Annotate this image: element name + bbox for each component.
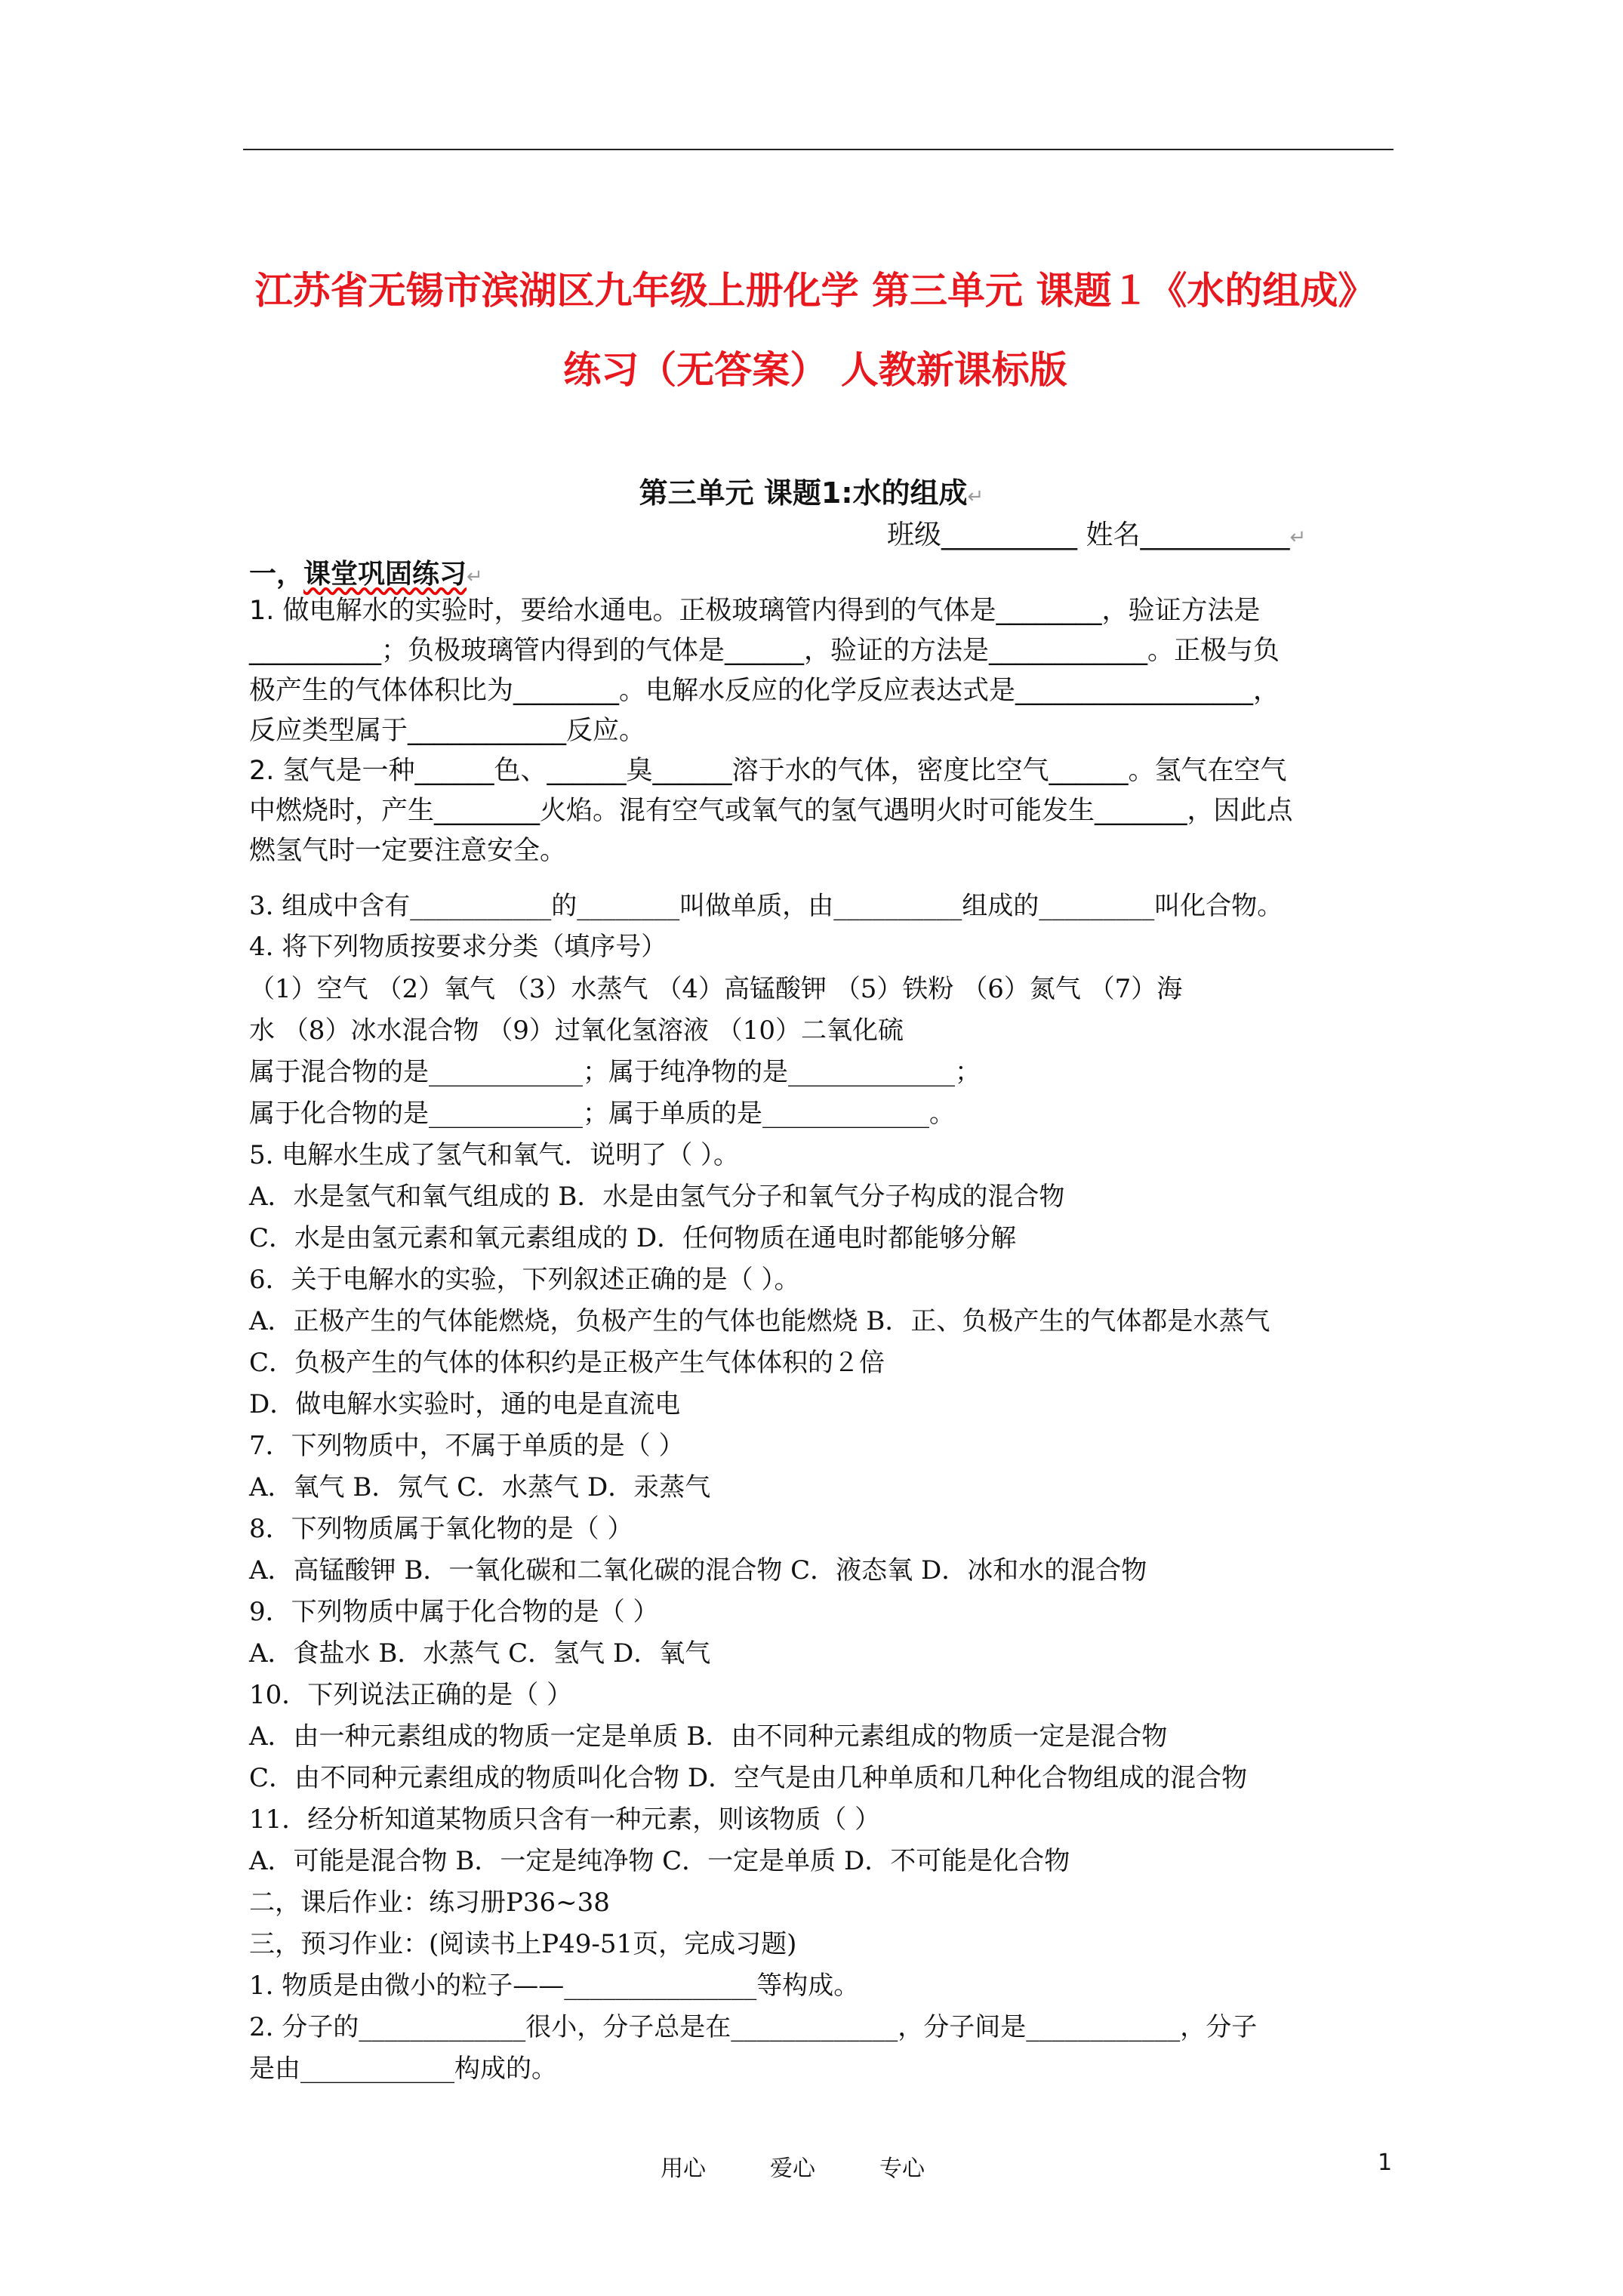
question-line: A．由一种元素组成的物质一定是单质 B．由不同种元素组成的物质一定是混合物 [249, 1721, 1168, 1752]
scanned-line: 1. 做电解水的实验时，要给水通电。正极玻璃管内得到的气体是________，验证方法是 [249, 596, 1261, 626]
question-line: 二，课后作业：练习册P36~38 [249, 1888, 610, 1918]
section-1-title: 课堂巩固练习 [303, 559, 467, 590]
question-line: 三，预习作业：(阅读书上P49-51页，完成习题) [249, 1929, 797, 1959]
question-line: 3. 组成中含有___________的________叫做单质，由__________组成的_________叫化合物。 [249, 891, 1283, 921]
question-line: 6．关于电解水的实验，下列叙述正确的是（ ）。 [249, 1265, 800, 1295]
question-line: 7．下列物质中，不属于单质的是（ ） [249, 1431, 685, 1461]
question-line: 水 （8）冰水混合物 （9）过氧化氢溶液 （10）二氧化硫 [249, 1015, 904, 1046]
class-name-text: 班级__________ 姓名___________ [887, 519, 1290, 550]
scanned-line: 2. 氢气是一种______色、______臭______溶于水的气体，密度比空气______。氢气在空气 [249, 756, 1287, 786]
page-number: 1 [1378, 2150, 1393, 2176]
question-line: 11．经分析知道某物质只含有一种元素，则该物质（ ） [249, 1804, 881, 1835]
question-line: （1）空气 （2）氧气 （3）水蒸气 （4）高锰酸钾 （5）铁粉 （6）氮气 （7）海 [249, 974, 1183, 1004]
question-line: D．做电解水实验时，通的电是直流电 [249, 1389, 681, 1419]
scanned-line: 燃氢气时一定要注意安全。 [249, 836, 567, 866]
scanned-line: 极产生的气体体积比为________。电解水反应的化学反应表达式是__________________， [249, 676, 1280, 706]
paragraph-mark-icon: ↵ [967, 485, 984, 508]
question-line: 是由____________构成的。 [249, 2054, 557, 2084]
question-line: 5. 电解水生成了氢气和氧气．说明了（ ）。 [249, 1140, 740, 1170]
header-rule [243, 149, 1394, 150]
unit-title-text: 第三单元 课题1:水的组成 [639, 476, 968, 510]
question-line: 4. 将下列物质按要求分类（填序号） [249, 932, 667, 962]
footer-text-1: 用心 [661, 2156, 706, 2182]
paragraph-mark-icon: ↵ [1289, 526, 1307, 549]
paragraph-mark-icon: ↵ [467, 566, 483, 588]
question-line: C．由不同种元素组成的物质叫化合物 D．空气是由几种单质和几种化合物组成的混合物 [249, 1763, 1248, 1793]
unit-title [0, 470, 1623, 511]
footer-text-2: 爱心 [770, 2156, 815, 2182]
question-line: A．可能是混合物 B．一定是纯净物 C．一定是单质 D．不可能是化合物 [249, 1846, 1070, 1876]
question-line: 8．下列物质属于氧化物的是（ ） [249, 1514, 633, 1544]
question-line: A．正极产生的气体能燃烧，负极产生的气体也能燃烧 B．正、负极产生的气体都是水蒸气 [249, 1306, 1270, 1336]
question-line: 属于混合物的是____________；属于纯净物的是_____________； [249, 1057, 981, 1087]
question-line: A．高锰酸钾 B．一氧化碳和二氧化碳的混合物 C．液态氧 D．冰和水的混合物 [249, 1555, 1147, 1586]
scanned-line: __________；负极玻璃管内得到的气体是______，验证的方法是____________。正极与负 [249, 636, 1280, 666]
question-line: 10．下列说法正确的是（ ） [249, 1680, 573, 1710]
question-line: 属于化合物的是____________；属于单质的是_____________。 [249, 1099, 955, 1129]
footer-text-3: 专心 [879, 2156, 925, 2182]
scanned-line: 中燃烧时，产生________火焰。混有空气或氧气的氢气遇明火时可能发生_______，因此点 [249, 796, 1293, 826]
question-line: C．负极产生的气体的体积约是正极产生气体体积的２倍 [249, 1348, 885, 1378]
question-line: A．食盐水 B．水蒸气 C．氢气 D．氧气 [249, 1638, 711, 1669]
section-1-label: 一， [249, 559, 304, 590]
class-name-line [887, 513, 1306, 552]
question-line: 2. 分子的_____________很小，分子总是在_____________，分子间是____________，分子 [249, 2012, 1258, 2042]
document-title-line2: 练习（无答案） 人教新课标版 [563, 347, 1067, 392]
question-line: A．水是氢气和氧气组成的 B．水是由氢气分子和氧气分子构成的混合物 [249, 1182, 1065, 1212]
question-line: A．氧气 B．氖气 C．水蒸气 D．汞蒸气 [249, 1472, 711, 1502]
section-1-heading [249, 553, 483, 591]
scanned-line: 反应类型属于____________反应。 [249, 716, 646, 746]
question-line: 1. 物质是由微小的粒子——_______________等构成。 [249, 1971, 860, 2001]
question-line: 9．下列物质中属于化合物的是（ ） [249, 1597, 659, 1627]
question-line: C．水是由氢元素和氧元素组成的 D．任何物质在通电时都能够分解 [249, 1223, 1017, 1253]
document-title-line1: 江苏省无锡市滨湖区九年级上册化学 第三单元 课题１《水的组成》 [254, 268, 1376, 313]
